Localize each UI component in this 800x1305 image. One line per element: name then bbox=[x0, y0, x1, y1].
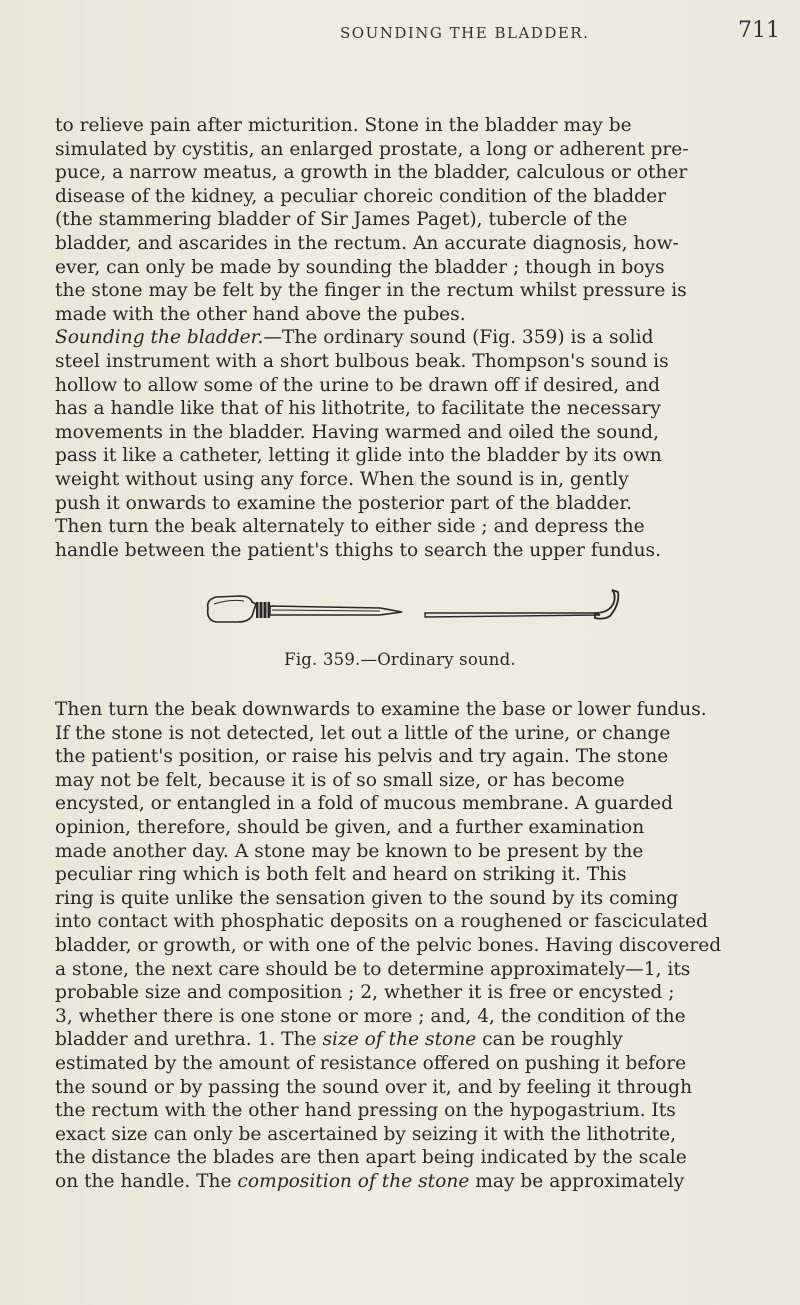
text-line: 3, whether there is one stone or more ; and, 4, the condition of the bbox=[55, 1005, 686, 1027]
text-fragment: bladder and urethra. 1. The bbox=[55, 1029, 317, 1051]
text-line: ring is quite unlike the sensation given to the sound by its coming bbox=[55, 887, 679, 909]
sound-illustration bbox=[0, 582, 800, 652]
text-line: steel instrument with a short bulbous beak. Thompson's sound is bbox=[55, 350, 669, 372]
text-line bbox=[55, 1028, 767, 1052]
figure-ordinary-sound bbox=[0, 582, 800, 702]
text-block-bottom bbox=[55, 698, 767, 1193]
page-number: 711 bbox=[738, 18, 780, 43]
text-line: exact size can only be ascertained by seizing it with the lithotrite, bbox=[55, 1123, 677, 1145]
text-line: estimated by the amount of resistance offered on pushing it before bbox=[55, 1052, 687, 1074]
text-line: may not be felt, because it is of so small size, or has become bbox=[55, 769, 625, 791]
text-line: Then turn the beak downwards to examine the base or lower fundus. bbox=[55, 699, 707, 720]
text-line: puce, a narrow meatus, a growth in the bladder, calculous or other bbox=[55, 162, 688, 184]
text-line: made with the other hand above the pubes. bbox=[55, 303, 466, 325]
text-line: the rectum with the other hand pressing on the hypogastrium. Its bbox=[55, 1100, 676, 1122]
text-line: If the stone is not detected, let out a little of the urine, or change bbox=[55, 722, 671, 744]
text-line: (the stammering bladder of Sir James Paget), tubercle of the bbox=[55, 209, 628, 231]
text-line: encysted, or entangled in a fold of mucous membrane. A guarded bbox=[55, 793, 674, 815]
italic-phrase: size of the stone bbox=[322, 1029, 477, 1051]
italic-phrase: composition of the stone bbox=[237, 1170, 470, 1192]
text-fragment: on the handle. The bbox=[55, 1170, 232, 1192]
text-fragment: can be roughly bbox=[482, 1029, 623, 1051]
text-line: hollow to allow some of the urine to be drawn off if desired, and bbox=[55, 374, 661, 396]
text-line bbox=[55, 1170, 767, 1194]
text-line: pass it like a catheter, letting it glide into the bladder by its own bbox=[55, 445, 662, 467]
text-line: the stone may be felt by the finger in the rectum whilst pressure is bbox=[55, 280, 687, 302]
text-block-top bbox=[55, 114, 767, 562]
text-line: disease of the kidney, a peculiar choreic condition of the bladder bbox=[55, 185, 666, 207]
text-fragment: may be approximately bbox=[475, 1170, 685, 1192]
text-line: the sound or by passing the sound over it, and by feeling it through bbox=[55, 1076, 693, 1098]
text-line: ever, can only be made by sounding the bladder ; though in boys bbox=[55, 256, 665, 278]
figure-caption: Fig. 359.—Ordinary sound. bbox=[284, 650, 516, 669]
text-line: bladder, and ascarides in the rectum. An accurate diagnosis, how- bbox=[55, 232, 679, 254]
text-line: made another day. A stone may be known to be present by the bbox=[55, 840, 644, 862]
text-line: weight without using any force. When the sound is in, gently bbox=[55, 468, 629, 490]
text-line: Then turn the beak alternately to either side ; and depress the bbox=[55, 516, 645, 538]
text-line: into contact with phosphatic deposits on a roughened or fasciculated bbox=[55, 911, 708, 933]
text-line: the patient's position, or raise his pelvis and try again. The stone bbox=[55, 746, 669, 768]
text-line: peculiar ring which is both felt and heard on striking it. This bbox=[55, 864, 627, 886]
text-line: simulated by cystitis, an enlarged prostate, a long or adherent pre- bbox=[55, 138, 689, 160]
text-line: to relieve pain after micturition. Stone in the bladder may be bbox=[55, 115, 632, 136]
text-line bbox=[55, 326, 767, 350]
running-head bbox=[0, 18, 800, 58]
section-heading: Sounding the bladder. bbox=[55, 327, 264, 349]
text-line: the distance the blades are then apart being indicated by the scale bbox=[55, 1147, 687, 1169]
text-line: movements in the bladder. Having warmed and oiled the sound, bbox=[55, 421, 659, 443]
text-line: bladder, or growth, or with one of the pelvic bones. Having discovered bbox=[55, 934, 722, 956]
text-line: has a handle like that of his lithotrite, to facilitate the necessary bbox=[55, 398, 661, 420]
text-fragment: —The ordinary sound (Fig. 359) is a solid bbox=[263, 327, 654, 349]
text-line: a stone, the next care should be to determine approximately—1, its bbox=[55, 958, 691, 980]
text-line: probable size and composition ; 2, whether it is free or encysted ; bbox=[55, 982, 675, 1004]
text-line: handle between the patient's thighs to search the upper fundus. bbox=[55, 539, 661, 561]
text-line: opinion, therefore, should be given, and a further examination bbox=[55, 816, 645, 838]
running-title: SOUNDING THE BLADDER. bbox=[340, 24, 590, 42]
text-line: push it onwards to examine the posterior part of the bladder. bbox=[55, 492, 633, 514]
